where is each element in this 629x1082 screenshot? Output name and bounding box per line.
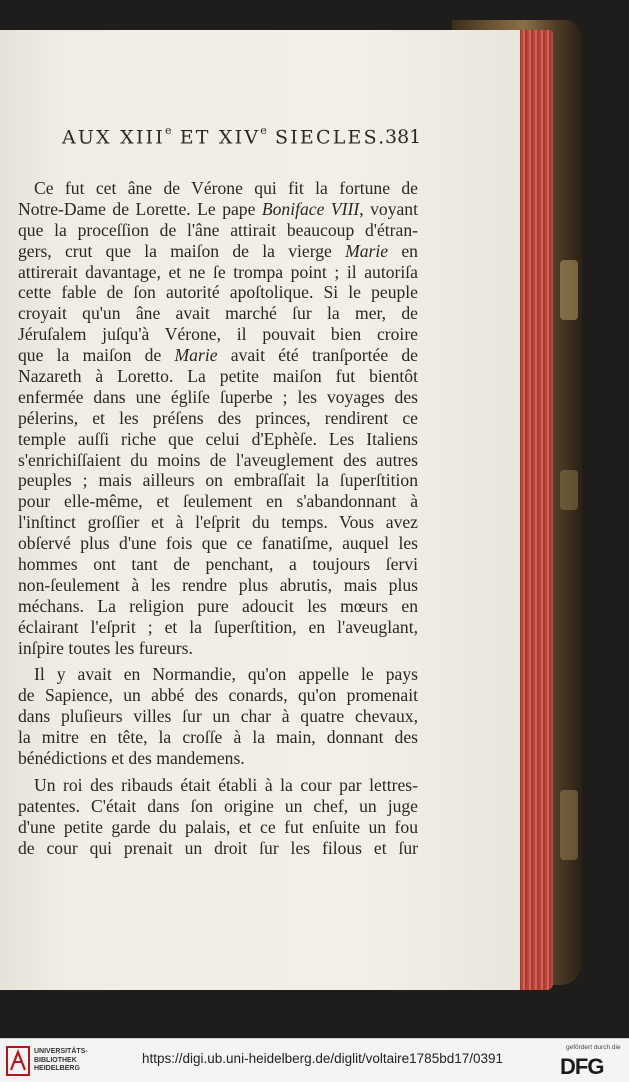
text-line: non-ſeulement à les rendre plus abrutis, mais plus — [18, 574, 418, 595]
text-line: gers, crut que la maiſon de la vierge Marie en — [18, 240, 418, 261]
text-line: patentes. C'était dans ſon origine un chef, un juge — [18, 795, 418, 816]
text-line: inſpire toutes les fureurs. — [18, 637, 193, 658]
cover-wear-mark — [560, 790, 578, 860]
text-line: bénédictions et des mandemens. — [18, 748, 245, 769]
text-line: dans pluſieurs villes ſur un char à quatre chevaux, — [18, 706, 418, 727]
text-line: d'une petite garde du palais, et ce fut enſuite un fou — [18, 816, 418, 837]
text-line: enfermée dans une égliſe ſuperbe ; les voyages des — [18, 386, 418, 407]
text-line: que la maiſon de Marie avait été tranſportée de — [18, 345, 418, 366]
cover-wear-mark — [560, 470, 578, 510]
dfg-logo: DFG — [560, 1054, 604, 1079]
text-line: que la proceſſion de l'âne attirait beaucoup d'étran- — [18, 219, 418, 240]
text-line: pélerins, et les préſens des princes, rendirent ce — [18, 407, 418, 428]
text-line: de Sapience, un abbé des conards, qu'on promenait — [18, 685, 418, 706]
text-line: Un roi des ribauds était établi à la cour par lettres- — [34, 774, 418, 795]
text-line: Jéruſalem juſqu'à Vérone, il pouvait bien croire — [18, 324, 418, 345]
text-line: l'inſtinct groſſier et à l'eſprit du temps. Vous avez — [18, 512, 418, 533]
text-line: croyait qu'un âne avait marché ſur la mer, de — [18, 303, 418, 324]
text-line: Nazareth à Loretto. La petite maiſon fut bientôt — [18, 366, 418, 387]
text-line: méchans. La religion pure adoucit les mœurs en — [18, 595, 418, 616]
text-line: Il y avait en Normandie, qu'on appelle le pays — [34, 664, 418, 685]
text-line: la mitre en tête, la croſſe à la main, donnant des — [18, 727, 418, 748]
red-page-edges — [515, 30, 553, 990]
text-line: obſervé plus d'une fois que ce fanatiſme, auquel les — [18, 533, 418, 554]
funding-note: gefördert durch die — [566, 1044, 621, 1051]
text-line: hommes ont tant de penchant, a toujours ſervi — [18, 554, 418, 575]
text-line: pour elle-même, et ſeulement en s'abandonnant à — [18, 491, 418, 512]
text-line: Notre-Dame de Lorette. Le pape Boniface VIII, voyant — [18, 198, 418, 219]
text-line: temple auſſi riche que celui d'Ephèſe. Les Italiens — [18, 428, 418, 449]
body-text — [18, 178, 418, 859]
viewer-footer — [0, 1038, 629, 1082]
page-number: 381 — [385, 126, 422, 148]
running-head: AUX XIIIe ET XIVe SIECLES. — [62, 124, 387, 149]
book-page — [0, 30, 520, 990]
text-line: s'enrichiſſaient du moins de l'aveuglement des autres — [18, 449, 418, 470]
text-line: éclairant l'eſprit ; et la ſuperſtition, en l'aveuglant, — [18, 616, 418, 637]
text-line: attirerait davantage, et ne ſe trompa point ; il autoriſa — [18, 261, 418, 282]
university-library-logo-icon — [6, 1046, 30, 1076]
cover-wear-mark — [560, 260, 578, 320]
library-name: UNIVERSITÄTS- BIBLIOTHEK HEIDELBERG — [34, 1048, 88, 1072]
text-line: de cour qui prenait un droit ſur les filous et ſur — [18, 837, 418, 858]
text-line: Ce fut cet âne de Vérone qui fit la fortune de — [34, 178, 418, 198]
text-line: peuples ; mais ailleurs on embraſſait la ſuperſtition — [18, 470, 418, 491]
permalink[interactable]: https://digi.ub.uni-heidelberg.de/diglit/voltaire1785bd17/0391 — [142, 1051, 504, 1066]
text-line: cette fable de ſon autorité apoſtolique. Si le peuple — [18, 282, 418, 303]
